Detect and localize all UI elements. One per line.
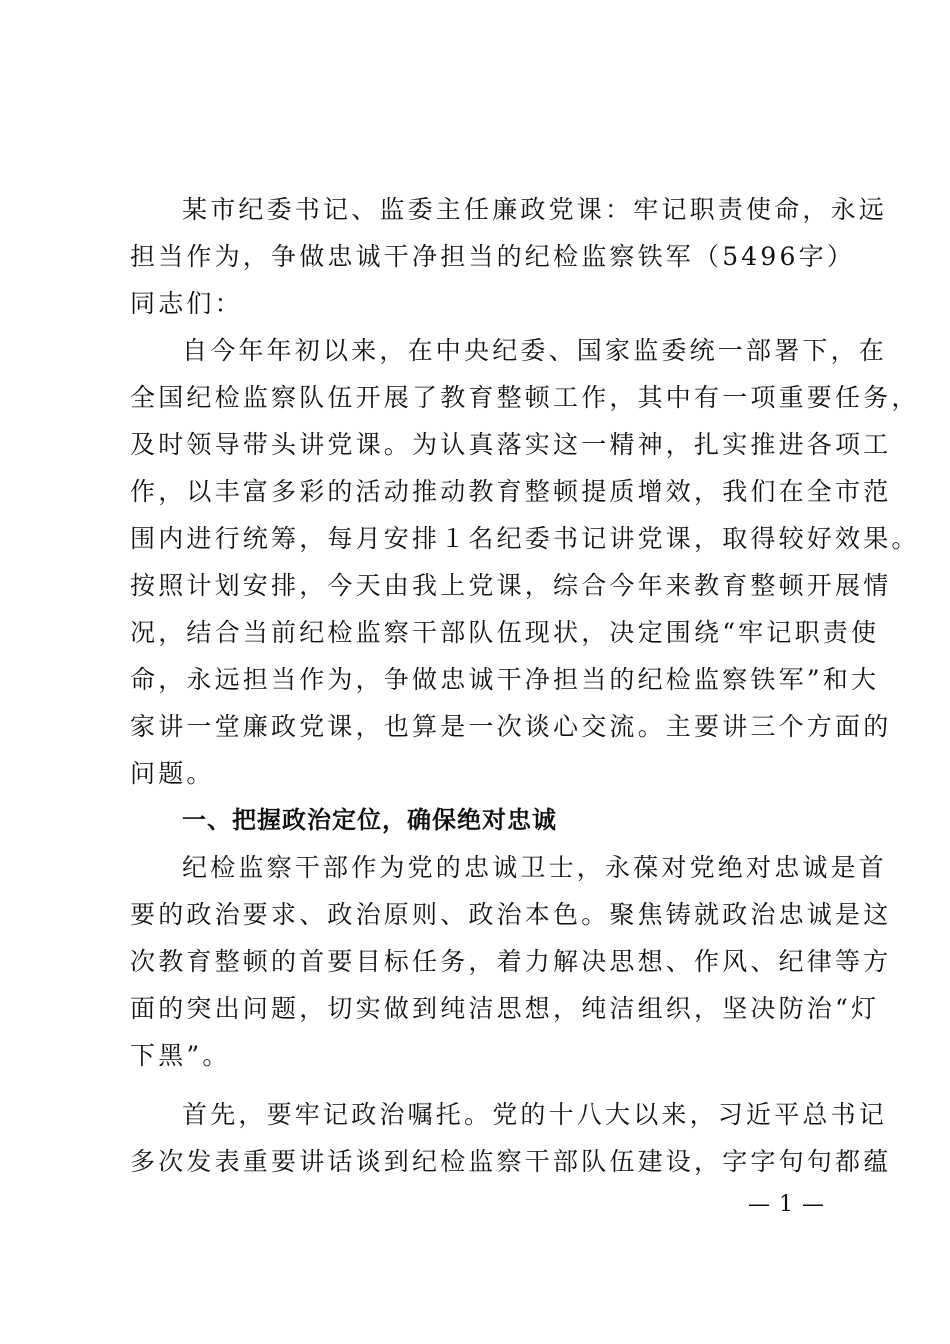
page-number: — 1 — [748, 1192, 825, 1217]
paragraph-line: 多次发表重要讲话谈到纪检监察干部队伍建设，字字句句都蕴 [130, 1147, 892, 1176]
paragraph-line: 命，永远担当作为，争做忠诚干净担当的纪检监察铁军”和大 [130, 665, 880, 694]
title-line: 某市纪委书记、监委主任廉政党课：牢记职责使命，永远 [182, 195, 888, 224]
section-heading: 一、把握政治定位，确保绝对忠诚 [182, 806, 557, 834]
paragraph-1 [130, 327, 920, 797]
paragraph-line: 家讲一堂廉政党课，也算是一次谈心交流。主要讲三个方面的 [130, 712, 892, 741]
document-title [130, 186, 888, 280]
paragraph-3 [130, 1091, 892, 1185]
paragraph-line: 次教育整顿的首要目标任务，着力解决思想、作风、纪律等方 [130, 947, 892, 976]
paragraph-line: 全国纪检监察队伍开展了教育整顿工作，其中有一项重要任务， [130, 383, 920, 412]
paragraph-2 [130, 844, 892, 1079]
paragraph-line: 自今年年初以来，在中央纪委、国家监委统一部署下，在 [182, 336, 888, 365]
salutation: 同志们： [130, 289, 243, 318]
title-line: 担当作为，争做忠诚干净担当的纪检监察铁军（5496字） [130, 242, 856, 271]
paragraph-line: 下黑”。 [130, 1041, 231, 1070]
paragraph-line: 况，结合当前纪检监察干部队伍现状，决定围绕“牢记职责使 [130, 618, 880, 647]
paragraph-line: 问题。 [130, 759, 215, 788]
paragraph-line: 作，以丰富多彩的活动推动教育整顿提质增效，我们在全市范 [130, 477, 892, 506]
paragraph-line: 纪检监察干部作为党的忠诚卫士，永葆对党绝对忠诚是首 [182, 853, 888, 882]
paragraph-line: 及时领导带头讲党课。为认真落实这一精神，扎实推进各项工 [130, 430, 892, 459]
paragraph-line: 按照计划安排，今天由我上党课，综合今年来教育整顿开展情 [130, 571, 892, 600]
paragraph-spacer [130, 1079, 842, 1091]
paragraph-line: 要的政治要求、政治原则、政治本色。聚焦铸就政治忠诚是这 [130, 900, 892, 929]
paragraph-line: 首先，要牢记政治嘱托。党的十八大以来，习近平总书记 [182, 1100, 888, 1129]
paragraph-line: 围内进行统筹，每月安排１名纪委书记讲党课，取得较好效果。 [130, 524, 920, 553]
paragraph-line: 面的突出问题，切实做到纯洁思想，纯洁组织，坚决防治“灯 [130, 994, 880, 1023]
document-body [130, 186, 920, 1185]
